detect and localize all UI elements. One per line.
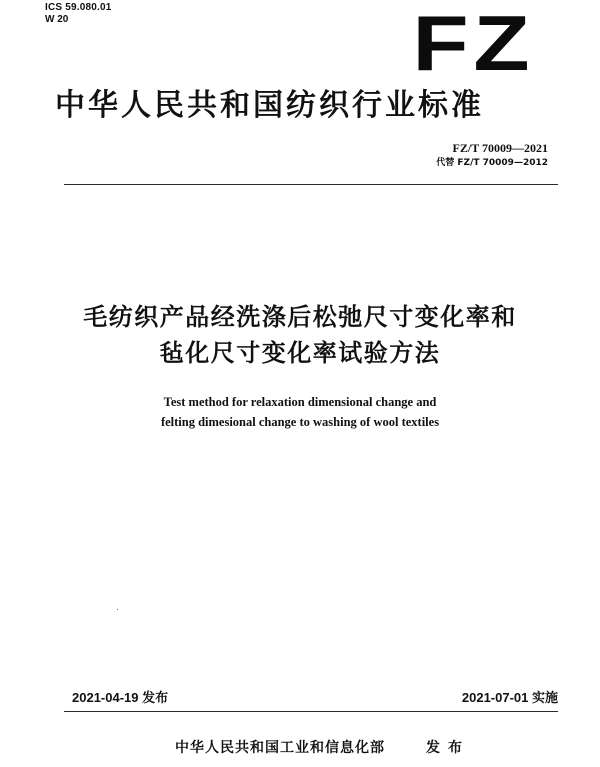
standard-number: FZ/T 70009—2021 (452, 141, 548, 155)
publisher-name: 中华人民共和国工业和信息化部 (175, 740, 385, 756)
replaced-standard: 代替 FZ/T 70009—2012 (436, 158, 548, 168)
footer-divider (64, 711, 558, 712)
scan-speck (117, 609, 118, 610)
classification-code: W 20 (45, 14, 69, 25)
ics-code: ICS 59.080.01 (45, 2, 112, 13)
chinese-title-line-2: 毡化尺寸变化率试验方法 (159, 339, 441, 367)
chinese-title-line-1: 毛纺织产品经洗涤后松弛尺寸变化率和 (83, 303, 517, 331)
english-title-line-2: felting dimesional change to washing of wool textiles (160, 415, 440, 429)
fz-logo: FZ (412, 0, 534, 87)
standard-category-title: 中华人民共和国纺织行业标准 (55, 88, 484, 123)
implementation-date: 2021-07-01 实施 (461, 690, 558, 705)
publish-label: 发布 (426, 740, 470, 756)
english-title-line-1: Test method for relaxation dimensional change and (163, 395, 437, 409)
header-divider (64, 184, 558, 185)
issue-date: 2021-04-19 发布 (72, 690, 169, 705)
